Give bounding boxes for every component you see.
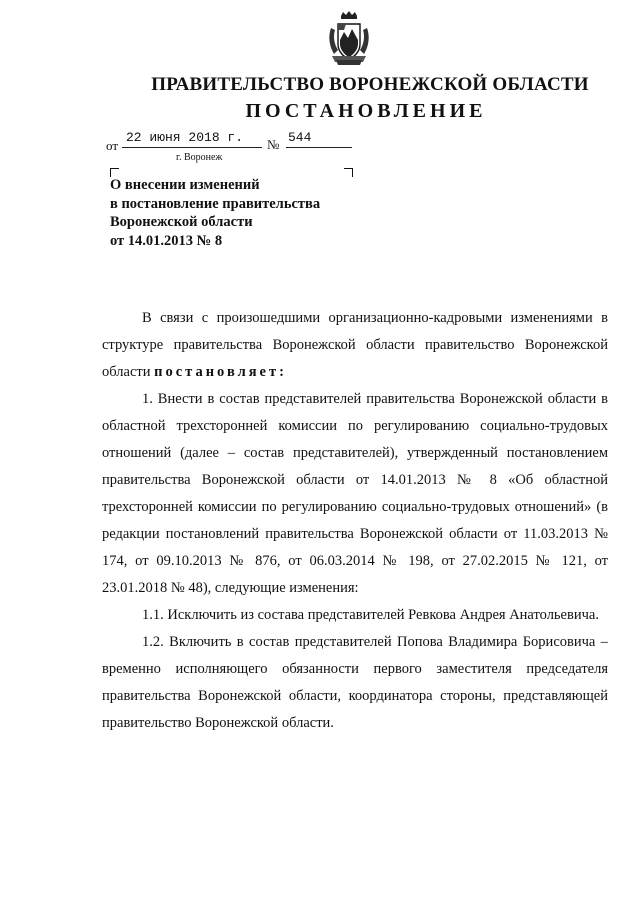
subject-line: в постановление правительства xyxy=(110,195,321,212)
item-1-2-paragraph: 1.2. Включить в состав представителей Попова Владимира Борисовича – временно исполняющего обязанности первого заместителя председателя правительства Воронежской области, координатора стороны, представляющей правительство Воронежской области. xyxy=(102,634,608,731)
item-1-1-paragraph: 1.1. Исключить из состава представителей Ревкова Андрея Анатольевича. xyxy=(142,607,599,623)
subject-line: Воронежской области xyxy=(110,214,253,230)
document-subject xyxy=(110,176,370,250)
resolves-keyword: постановляет: xyxy=(154,364,287,380)
item-1-paragraph: 1. Внести в состав представителей правительства Воронежской области в областной трехсторонней комиссии по регулированию социально-трудовых отношений (далее – состав представителей), утвержденный постановлением правительства Воронежской области от 14.01.2013 № 8 «Об областной трехсторонней комиссии по регулированию социально-трудовых отношений» (в редакции постановлений правительства Воронежской области от 11.03.2013 № 174, от 09.10.2013 № 876, от 06.03.2014 № 198, от 27.02.2015 № 121, от 23.01.2018 № 48), следующие изменения: xyxy=(102,391,608,596)
preamble-text: В связи с произошедшими организационно-кадровыми изменениями в структуре правительства Воронежской области правительство Воронежской области xyxy=(102,310,608,380)
preamble-paragraph xyxy=(102,305,608,386)
subject-line: О внесении изменений xyxy=(110,177,260,193)
document-city: г. Воронеж xyxy=(176,152,223,163)
document-type: ПОСТАНОВЛЕНИЕ xyxy=(245,100,487,122)
number-label: № xyxy=(267,137,280,152)
coat-of-arms-emblem xyxy=(326,10,372,66)
document-body xyxy=(102,305,608,737)
date-label: от xyxy=(106,138,119,153)
subject-line: от 14.01.2013 № 8 xyxy=(110,232,223,249)
document-date: 22 июня 2018 г. xyxy=(122,130,262,148)
government-title: ПРАВИТЕЛЬСТВО ВОРОНЕЖСКОЙ ОБЛАСТИ xyxy=(151,74,589,95)
document-number: 544 xyxy=(286,130,352,148)
